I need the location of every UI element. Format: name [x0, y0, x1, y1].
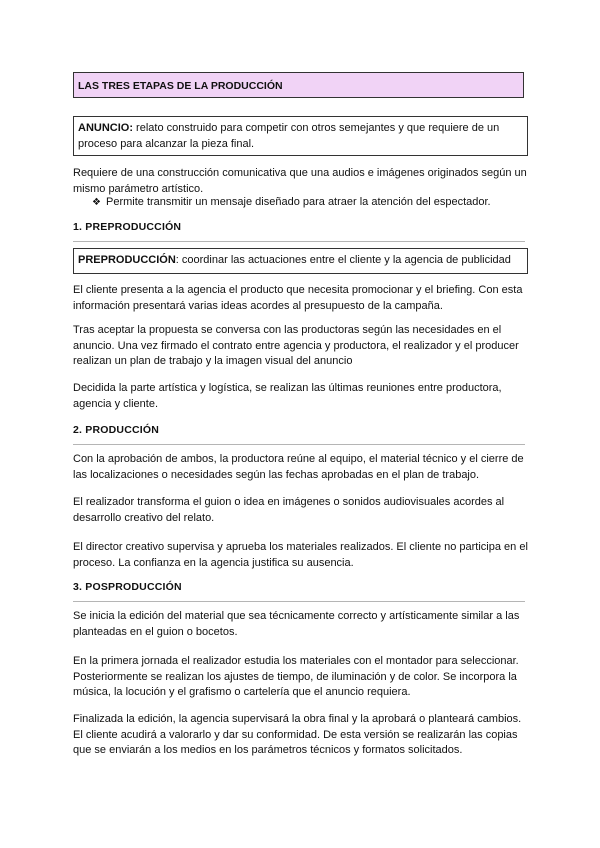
section-divider	[73, 241, 525, 242]
paragraph: El cliente presenta a la agencia el producto que necesita promocionar y el briefing. Con esta información presentará varias ideas acordes al presupuesto de la campaña.	[73, 284, 523, 312]
paragraph: Se inicia la edición del material que sea técnicamente correcto y artísticamente similar a las planteadas en el guion o bocetos.	[73, 610, 520, 638]
section-heading-posproduccion: 3. POSPRODUCCIÓN	[73, 581, 182, 593]
paragraph: El realizador transforma el guion o idea en imágenes o sonidos audiovisuales acordes al desarrollo creativo del relato.	[73, 496, 505, 524]
paragraph: El director creativo supervisa y aprueba los materiales realizados. El cliente no participa en el proceso. La confianza en la agencia justifica su ausencia.	[73, 541, 528, 569]
paragraph: Decidida la parte artística y logística, se realizan las últimas reuniones entre productora, agencia y cliente.	[73, 382, 502, 410]
diamond-bullet-icon: ❖	[92, 197, 101, 208]
preproduccion-definition: : coordinar las actuaciones entre el cliente y la agencia de publicidad	[175, 254, 511, 266]
preproduccion-term: PREPRODUCCIÓN	[78, 254, 176, 266]
section-heading-preproduccion: 1. PREPRODUCCIÓN	[73, 221, 182, 233]
bullet-item	[92, 195, 522, 211]
preproduccion-definition-box	[73, 248, 528, 274]
bullet-text: Permite transmitir un mensaje diseñado para atraer la atención del espectador.	[106, 196, 491, 208]
paragraph: En la primera jornada el realizador estudia los materiales con el montador para seleccionar. Posteriormente se realizan los ajustes de tiempo, de iluminación y de color. Se incorpora la música, la locución y el grafismo o cartelería que el anuncio requiera.	[73, 655, 519, 698]
anuncio-term: ANUNCIO:	[78, 122, 133, 134]
section-divider	[73, 601, 525, 602]
anuncio-definition: relato construido para competir con otros semejantes y que requiere de un proceso para alcanzar la pieza final.	[78, 122, 500, 150]
anuncio-definition-box	[73, 116, 528, 156]
intro-paragraph: Requiere de una construcción comunicativa que una audios e imágenes originados según un mismo parámetro artístico.	[73, 167, 527, 195]
paragraph: Tras aceptar la propuesta se conversa con las productoras según las necesidades en el anuncio. Una vez firmado el contrato entre agencia y productora, el realizador y el producer realizan un plan de trabajo y la imagen visual del anuncio	[73, 324, 519, 367]
section-heading-produccion: 2. PRODUCCIÓN	[73, 424, 160, 436]
page-title: LAS TRES ETAPAS DE LA PRODUCCIÓN	[73, 72, 524, 98]
paragraph: Con la aprobación de ambos, la productora reúne al equipo, el material técnico y el cierre de las localizaciones o necesidades según las fechas aprobadas en el plan de trabajo.	[73, 453, 524, 481]
paragraph: Finalizada la edición, la agencia supervisará la obra final y la aprobará o planteará cambios. El cliente acudirá a valorarlo y dar su conformidad. De esta versión se realizarán las copias que se enviarán a los medios en los parámetros técnicos y formatos solicitados.	[73, 713, 522, 756]
section-divider	[73, 444, 525, 445]
